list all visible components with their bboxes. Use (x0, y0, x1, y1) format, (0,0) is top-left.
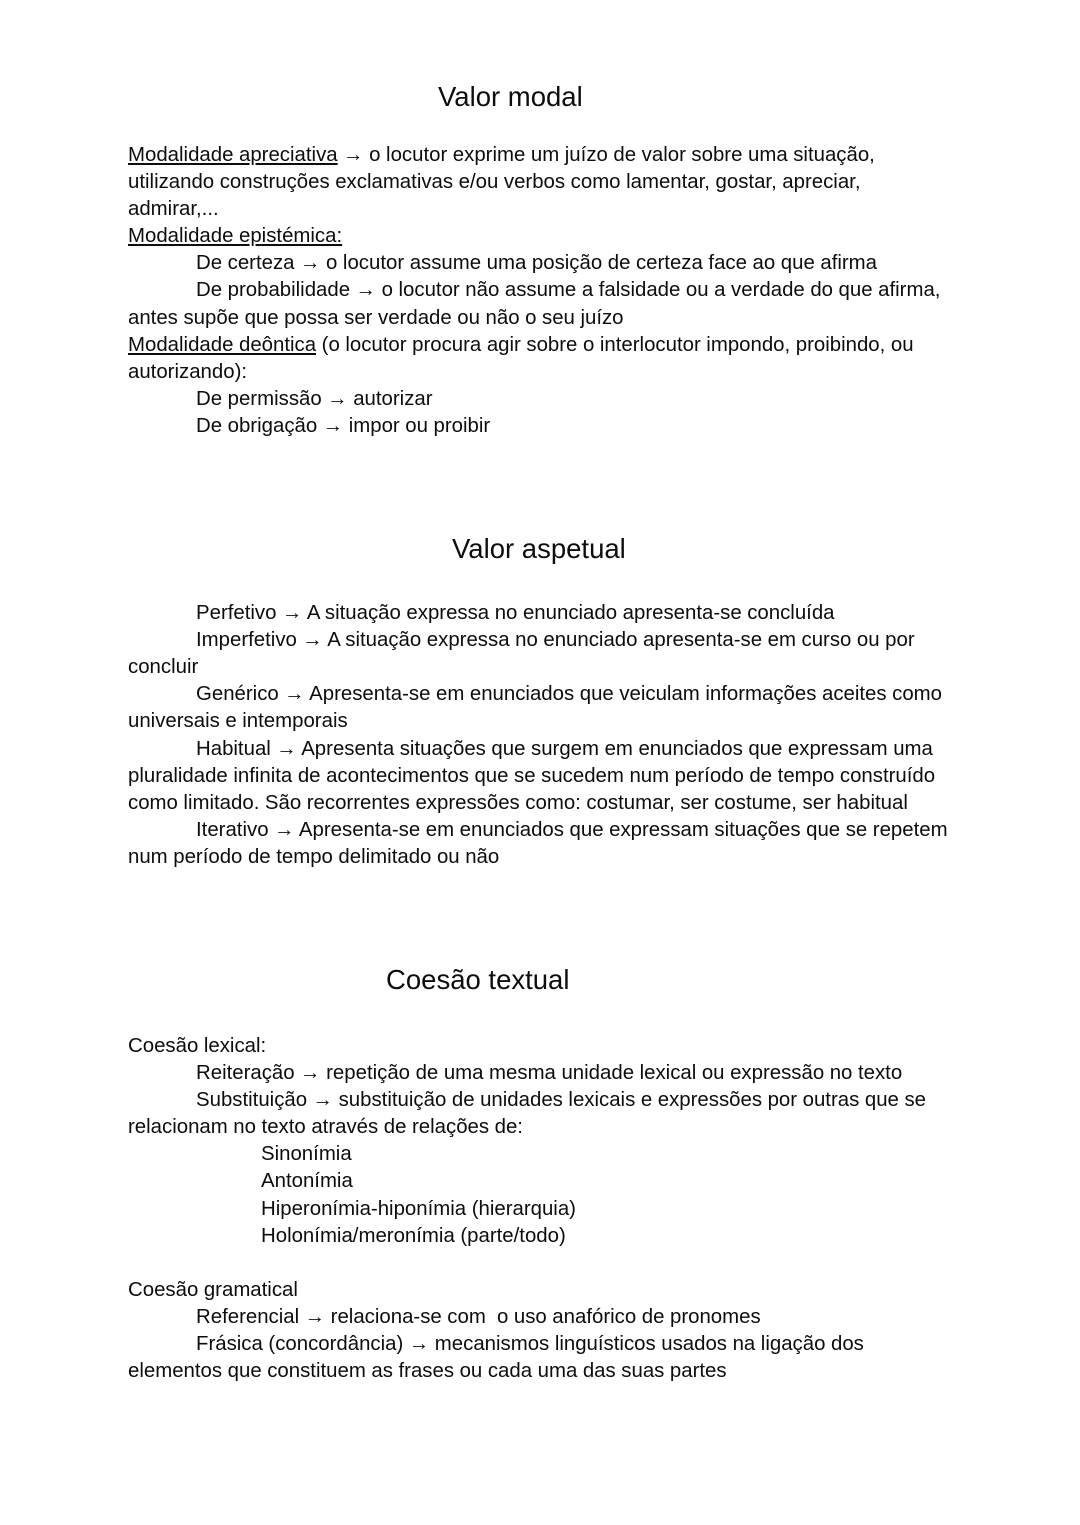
line-text: → o locutor exprime um juízo de valor sobre uma situação, utilizando construções exclamativas e/ou verbos como lamentar, gostar, apreciar, admirar,... (128, 144, 881, 221)
line-iterativo: Iterativo → Apresenta-se em enunciados que expressam situações que se repetem num período de tempo delimitado ou não (128, 818, 954, 868)
section-heading-valor-aspetual: Valor aspetual (452, 533, 626, 565)
line-hiperonimia-hiponimia: Hiperonímia-hiponímia (hierarquia) (261, 1197, 576, 1220)
line-substituicao: Substituição → substituição de unidades lexicais e expressões por outras que se relacionam no texto através de relações de: (128, 1089, 932, 1139)
line-de-permissao: De permissão → autorizar (196, 387, 433, 410)
line-referencial: Referencial → relaciona-se com o uso anafórico de pronomes (196, 1305, 761, 1328)
line-modalidade-deontica (128, 332, 952, 386)
line-holonimia-meronimia: Holonímia/meronímia (parte/todo) (261, 1224, 566, 1247)
underlined-term-modalidade-deontica: Modalidade deôntica (128, 333, 317, 356)
line-de-obrigacao: De obrigação → impor ou proibir (196, 414, 491, 437)
line-perfetivo: Perfetivo → A situação expressa no enunciado apresenta-se concluída (196, 602, 835, 625)
underlined-term-modalidade-apreciativa: Modalidade apreciativa (128, 144, 338, 166)
line-reiteracao: Reiteração → repetição de uma mesma unidade lexical ou expressão no texto (196, 1062, 903, 1085)
line-de-certeza: De certeza → o locutor assume uma posição de certeza face ao que afirma (196, 252, 877, 275)
line-coesao-lexical: Coesão lexical: (128, 1034, 267, 1057)
line-de-probabilidade: De probabilidade → o locutor não assume a falsidade ou a verdade do que afirma, antes supõe que possa ser verdade ou não o seu juízo (128, 279, 947, 329)
line-text: (o locutor procura agir sobre o interlocutor impondo, proibindo, ou autorizando): (128, 333, 920, 383)
section-spacer (128, 871, 952, 963)
section-spacer (128, 440, 952, 532)
section-heading-coesao-textual: Coesão textual (386, 963, 570, 995)
line-sinonimia: Sinonímia (261, 1143, 352, 1166)
underlined-term-modalidade-epistemica: Modalidade epistémica: (128, 225, 343, 248)
line-generico: Genérico → Apresenta-se em enunciados que veiculam informações aceites como universais e intemporais (128, 683, 948, 733)
line-modalidade-epistemica (128, 223, 952, 250)
line-habitual: Habitual → Apresenta situações que surgem em enunciados que expressam uma pluralidade infinita de acontecimentos que se sucedem num período de tempo construído como limitado. São recorrentes expressões como: costumar, ser costume, ser habitual (128, 737, 941, 814)
spacer (128, 566, 952, 600)
line-modalidade-apreciativa (128, 142, 952, 223)
spacer (128, 114, 952, 142)
document-body (128, 80, 952, 1385)
spacer (128, 997, 952, 1033)
paragraph-spacer (128, 1250, 952, 1277)
line-imperfetivo: Imperfetivo → A situação expressa no enunciado apresenta-se em curso ou por concluir (128, 629, 921, 679)
line-coesao-gramatical: Coesão gramatical (128, 1278, 298, 1301)
line-antonimia: Antonímia (261, 1170, 353, 1193)
section-heading-valor-modal: Valor modal (438, 81, 583, 112)
line-frasica: Frásica (concordância) → mecanismos linguísticos usados na ligação dos elementos que constituem as frases ou cada uma das suas partes (128, 1332, 870, 1382)
